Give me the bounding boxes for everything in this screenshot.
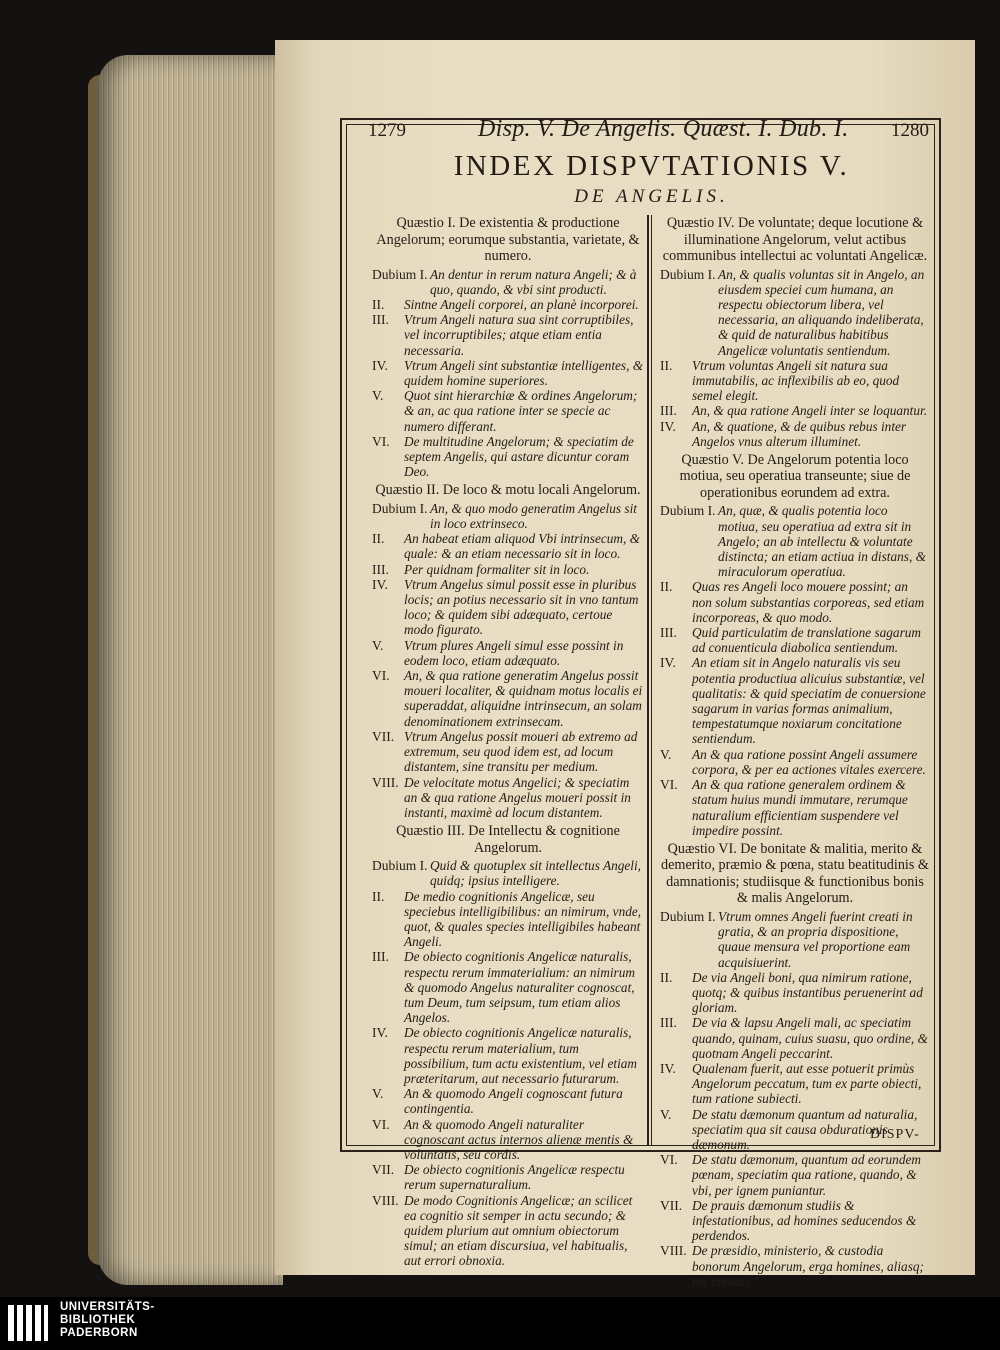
entry-label: V. bbox=[372, 1086, 384, 1102]
page-title: INDEX DISPVTATIONIS V. bbox=[453, 150, 850, 182]
library-logo-text bbox=[60, 1301, 155, 1340]
entry-text: An, & quo modo generatim Angelus sit in loco extrinseco. bbox=[430, 500, 637, 532]
left-column bbox=[372, 212, 644, 1269]
entry-text: De velocitate motus Angelici; & speciatim an & qua ratione Angelus moueri possit in instanti, maximè ad locum distantem. bbox=[404, 774, 631, 820]
index-entry bbox=[372, 775, 644, 821]
index-entry bbox=[660, 625, 930, 655]
index-entry bbox=[372, 501, 644, 531]
index-entry bbox=[660, 1015, 930, 1061]
entry-text: De statu dæmonum quantum ad naturalia, speciatim qua sit causa obdurationis dæmonum. bbox=[692, 1106, 918, 1152]
entry-text: De via Angeli boni, qua nimirum ratione, quotq; & quibus instantibus peruenerint ad gloriam. bbox=[692, 969, 923, 1016]
index-entry bbox=[660, 1198, 930, 1244]
index-entry bbox=[660, 1152, 930, 1198]
entry-text: An, & qua ratione Angeli inter se loquantur. bbox=[692, 403, 928, 419]
entry-text: An & qua ratione generalem ordinem & statum huius mundi immutare, rerumque naturalium efficientiam suspendere vel impedire possint. bbox=[692, 777, 908, 838]
entry-label: IV. bbox=[372, 576, 388, 592]
entry-text: De obiecto cognitionis Angelicæ naturalis, respectu rerum materialium, tum possibilium, tum actu existentium, vel etiam præteritarum, aut necessario futurarum. bbox=[404, 1025, 638, 1086]
page-number-right: 1280 bbox=[891, 120, 929, 141]
library-logo-icon bbox=[8, 1305, 53, 1341]
index-entry bbox=[372, 434, 644, 480]
index-entry bbox=[372, 1025, 644, 1086]
entry-text: Quas res Angeli loco mouere possint; an non solum substantias corporeas, sed etiam incorporeas, & quo modo. bbox=[692, 579, 925, 625]
entry-text: An & quomodo Angeli cognoscant futura contingentia. bbox=[404, 1086, 623, 1117]
entry-text: Vtrum plures Angeli simul esse possint in eodem loco, etiam adæquato. bbox=[404, 637, 624, 668]
catchword: DISPV- bbox=[870, 1127, 920, 1142]
entry-label: VII. bbox=[372, 728, 395, 744]
index-entry bbox=[372, 562, 644, 577]
entry-label: VIII. bbox=[372, 1192, 399, 1208]
entry-text: De obiecto cognitionis Angelicæ naturalis, respectu rerum immaterialium: an nimirum & quomodo Angelus naturaliter cognoscat, tum Deum, tum seipsum, tum etiam alios Angelos. bbox=[404, 949, 635, 1026]
entry-text: An, & quatione, & de quibus rebus inter Angelos vnus alterum illuminet. bbox=[692, 418, 907, 449]
entry-label: VII. bbox=[372, 1162, 395, 1178]
column-divider bbox=[647, 215, 649, 1145]
entry-label: II. bbox=[372, 296, 385, 312]
entry-label: Dubium I. bbox=[660, 503, 716, 519]
logo-line-3: PADERBORN bbox=[60, 1327, 138, 1339]
index-entry bbox=[660, 1061, 930, 1107]
index-entry bbox=[372, 297, 644, 312]
entry-text: Quid & quotuplex sit intellectus Angeli, quidq; ipsius intelligere. bbox=[430, 858, 641, 889]
entry-label: IV. bbox=[660, 1060, 676, 1076]
entry-label: III. bbox=[372, 561, 389, 577]
index-entry bbox=[660, 777, 930, 838]
entry-label: IV. bbox=[660, 418, 676, 434]
index-entry bbox=[372, 638, 644, 668]
question-heading: Quæstio II. De loco & motu locali Angelorum. bbox=[375, 482, 641, 499]
entry-label: Dubium I. bbox=[372, 858, 428, 874]
entry-label: II. bbox=[372, 888, 385, 904]
entry-label: IV. bbox=[372, 357, 388, 373]
page-header bbox=[368, 118, 935, 146]
index-entry bbox=[660, 419, 930, 449]
index-entry bbox=[660, 267, 930, 358]
index-entry bbox=[372, 889, 644, 950]
entry-text: An habeat etiam aliquod Vbi intrinsecum, & quale: & an etiam necessario sit in loco. bbox=[404, 531, 640, 562]
index-entry bbox=[372, 729, 644, 775]
entry-label: VI. bbox=[372, 433, 390, 449]
entry-text: Vtrum Angeli natura sua sint corruptibiles, vel incorruptibiles; atque etiam entia necessaria. bbox=[404, 312, 634, 358]
entry-label: V. bbox=[372, 637, 384, 653]
index-entry bbox=[372, 1086, 644, 1116]
entry-text: De via & lapsu Angeli mali, ac speciatim quando, quinam, cuius suasu, quo ordine, & quotnam Angeli peccarint. bbox=[692, 1015, 928, 1061]
entry-text: An & qua ratione possint Angeli assumere corpora, & per ea actiones vitales exercere. bbox=[692, 746, 926, 777]
logo-line-1: UNIVERSITÄTS- bbox=[60, 1301, 155, 1313]
entry-label: III. bbox=[372, 949, 389, 965]
entry-label: Dubium I. bbox=[660, 266, 716, 282]
entry-text: An, quæ, & qualis potentia loco motiua, seu operatiua ad extra sit in Angelo; an ab intellectu & voluntate distincta; an etiam actiua in distans, & miraculorum operatiua. bbox=[718, 503, 926, 580]
entry-label: VIII. bbox=[660, 1243, 687, 1259]
entry-text: De modo Cognitionis Angelicæ; an scilicet ea cognitio sit semper in actu secundo; & quidem plurium aut omnium obiectorum simul; an etiam discursiua, vel habitualis, aut errori obnoxia. bbox=[404, 1192, 633, 1269]
entry-label: V. bbox=[660, 1106, 672, 1122]
entry-label: V. bbox=[660, 746, 672, 762]
index-entry bbox=[372, 668, 644, 729]
logo-line-2: BIBLIOTHEK bbox=[60, 1314, 136, 1326]
page-subtitle: DE ANGELIS. bbox=[574, 186, 729, 207]
entry-text: Vtrum Angelus simul possit esse in pluribus locis; an potius necessario sit in vno tantum loco; & quidem sibi adæquato, certoue modo figurato. bbox=[404, 576, 639, 638]
entry-text: Quot sint hierarchiæ & ordines Angelorum; & an, ac qua ratione inter se specie ac numero differant. bbox=[404, 388, 638, 434]
entry-text: An & quomodo Angeli naturaliter cognoscant actus internos alienæ mentis & voluntatis, seu cordis. bbox=[404, 1116, 634, 1162]
entry-label: Dubium I. bbox=[372, 266, 428, 282]
index-entry bbox=[660, 655, 930, 746]
index-entry bbox=[660, 579, 930, 625]
entry-label: VII. bbox=[660, 1197, 683, 1213]
entry-label: VI. bbox=[372, 1116, 390, 1132]
index-entry bbox=[372, 1193, 644, 1269]
index-entry bbox=[372, 358, 644, 388]
index-entry bbox=[660, 909, 930, 970]
entry-text: Qualenam fuerit, aut esse potuerit primùs Angelorum peccatum, tum ex parte obiecti, tum ratione subiecti. bbox=[692, 1060, 922, 1107]
entry-text: De multitudine Angelorum; & speciatim de septem Angelis, qui astare dicuntur coram Deo. bbox=[404, 433, 634, 480]
question-heading: Quæstio V. De Angelorum potentia loco motiua, seu operatiua transeunte; siue de operationibus eorundem ad extra. bbox=[679, 451, 911, 501]
entry-text: Per quidnam formaliter sit in loco. bbox=[404, 561, 590, 577]
entry-label: VI. bbox=[372, 668, 390, 684]
entry-label: II. bbox=[372, 531, 385, 547]
book-page-edges bbox=[98, 55, 283, 1285]
index-entry bbox=[660, 970, 930, 1016]
index-entry bbox=[372, 577, 644, 638]
entry-label: VI. bbox=[660, 777, 678, 793]
entry-text: Vtrum voluntas Angeli sit natura sua immutabilis, ac inflexibilis ab eo, quod semel elegit. bbox=[692, 357, 900, 404]
index-entry bbox=[372, 388, 644, 434]
entry-text: De prauis dæmonum studiis & infestationibus, ad homines seducendos & perdendos. bbox=[692, 1197, 917, 1244]
entry-label: Dubium I. bbox=[660, 908, 716, 924]
question-heading: Quæstio I. De existentia & productione Angelorum; eorumque substantia, varietate, & numero. bbox=[376, 215, 640, 264]
entry-label: IV. bbox=[660, 655, 676, 671]
library-logo-bar bbox=[0, 1297, 1000, 1350]
entry-text: Sintne Angeli corporei, an planè incorporei. bbox=[404, 296, 639, 312]
index-entry bbox=[372, 949, 644, 1025]
entry-text: Vtrum omnes Angeli fuerint creati in gratia, & an propria dispositione, quaue mensura vel proportione eam acquisiuerint. bbox=[718, 908, 913, 970]
entry-label: II. bbox=[660, 357, 673, 373]
index-entry bbox=[660, 358, 930, 404]
question-heading: Quæstio III. De Intellectu & cognitione Angelorum. bbox=[396, 823, 620, 856]
question-heading: Quæstio VI. De bonitate & malitia, merito & demerito, præmio & pœna, statu beatitudinis & damnationis; studiisque & functionibus bonis & malis Angelorum. bbox=[661, 840, 929, 907]
index-entry bbox=[660, 503, 930, 579]
entry-label: III. bbox=[660, 1015, 677, 1031]
entry-label: VI. bbox=[660, 1152, 678, 1168]
entry-text: De medio cognitionis Angelicæ, seu speciebus intelligibilibus: an nimirum, vnde, quot, & quales species intelligibiles habeant Angeli. bbox=[404, 888, 642, 950]
index-entry bbox=[372, 531, 644, 561]
index-entry bbox=[372, 1117, 644, 1163]
entry-label: II. bbox=[660, 969, 673, 985]
question-heading: Quæstio IV. De voluntate; deque locutione & illuminatione Angelorum, velut actibus communibus intellectui ac voluntati Angelicæ. bbox=[662, 215, 928, 264]
index-entry bbox=[372, 267, 644, 297]
entry-label: III. bbox=[372, 312, 389, 328]
index-entry bbox=[372, 858, 644, 888]
entry-text: De statu dæmonum, quantum ad eorundem pœnam, speciatim qua ratione, quando, & vbi, per ignem puniantur. bbox=[692, 1152, 921, 1198]
index-entry bbox=[660, 1243, 930, 1289]
index-entry bbox=[660, 747, 930, 777]
entry-text: An, & qualis voluntas sit in Angelo, an eiusdem speciei cum humana, an respectu obiectorum libera, vel necessaria, an aliquando indeliberata, & quid de naturalibus habitibus Angelicæ voluntatis sentiendum. bbox=[718, 266, 925, 358]
entry-label: II. bbox=[660, 579, 673, 595]
entry-label: VIII. bbox=[372, 774, 399, 790]
index-entry bbox=[660, 403, 930, 418]
running-title: Disp. V. De Angelis. Quæst. I. Dub. I. bbox=[478, 116, 849, 142]
index-entry bbox=[372, 312, 644, 358]
entry-label: III. bbox=[660, 403, 677, 419]
entry-text: Vtrum Angeli sint substantiæ intelligentes, & quidem homine superiores. bbox=[404, 357, 644, 388]
entry-label: V. bbox=[372, 388, 384, 404]
entry-label: Dubium I. bbox=[372, 500, 428, 516]
entry-text: An, & qua ratione generatim Angelus possit moueri localiter, & quidnam motus localis ei superaddat, aliquidne intrinsecum, an solam denominationem extrinsecam. bbox=[404, 668, 643, 729]
entry-text: An etiam sit in Angelo naturalis vis seu potentia productiua alicuius substantiæ, vel qualitatis: & quid speciatim de conuersione sagarum in varias formas animalium, tempestatumque noxiarum concitatione sentiendum. bbox=[692, 655, 926, 747]
entry-text: De præsidio, ministerio, & custodia bonorum Angelorum, erga homines, aliasq; res creatas. bbox=[692, 1243, 924, 1289]
page-number-left: 1279 bbox=[368, 120, 406, 141]
entry-label: IV. bbox=[372, 1025, 388, 1041]
entry-text: De obiecto cognitionis Angelicæ respectu rerum supernaturalium. bbox=[404, 1162, 625, 1193]
column-divider-inner bbox=[651, 215, 652, 1145]
entry-text: Quid particulatim de translatione sagarum ad conuenticula diabolica sentiendum. bbox=[692, 625, 922, 656]
index-entry bbox=[372, 1162, 644, 1192]
entry-text: An dentur in rerum natura Angeli; & à quo, quando, & vbi sint producti. bbox=[430, 266, 637, 297]
entry-text: Vtrum Angelus possit moueri ab extremo ad extremum, seu quod idem est, ad locum distantem, sine transitu per medium. bbox=[404, 728, 638, 775]
entry-label: III. bbox=[660, 625, 677, 641]
